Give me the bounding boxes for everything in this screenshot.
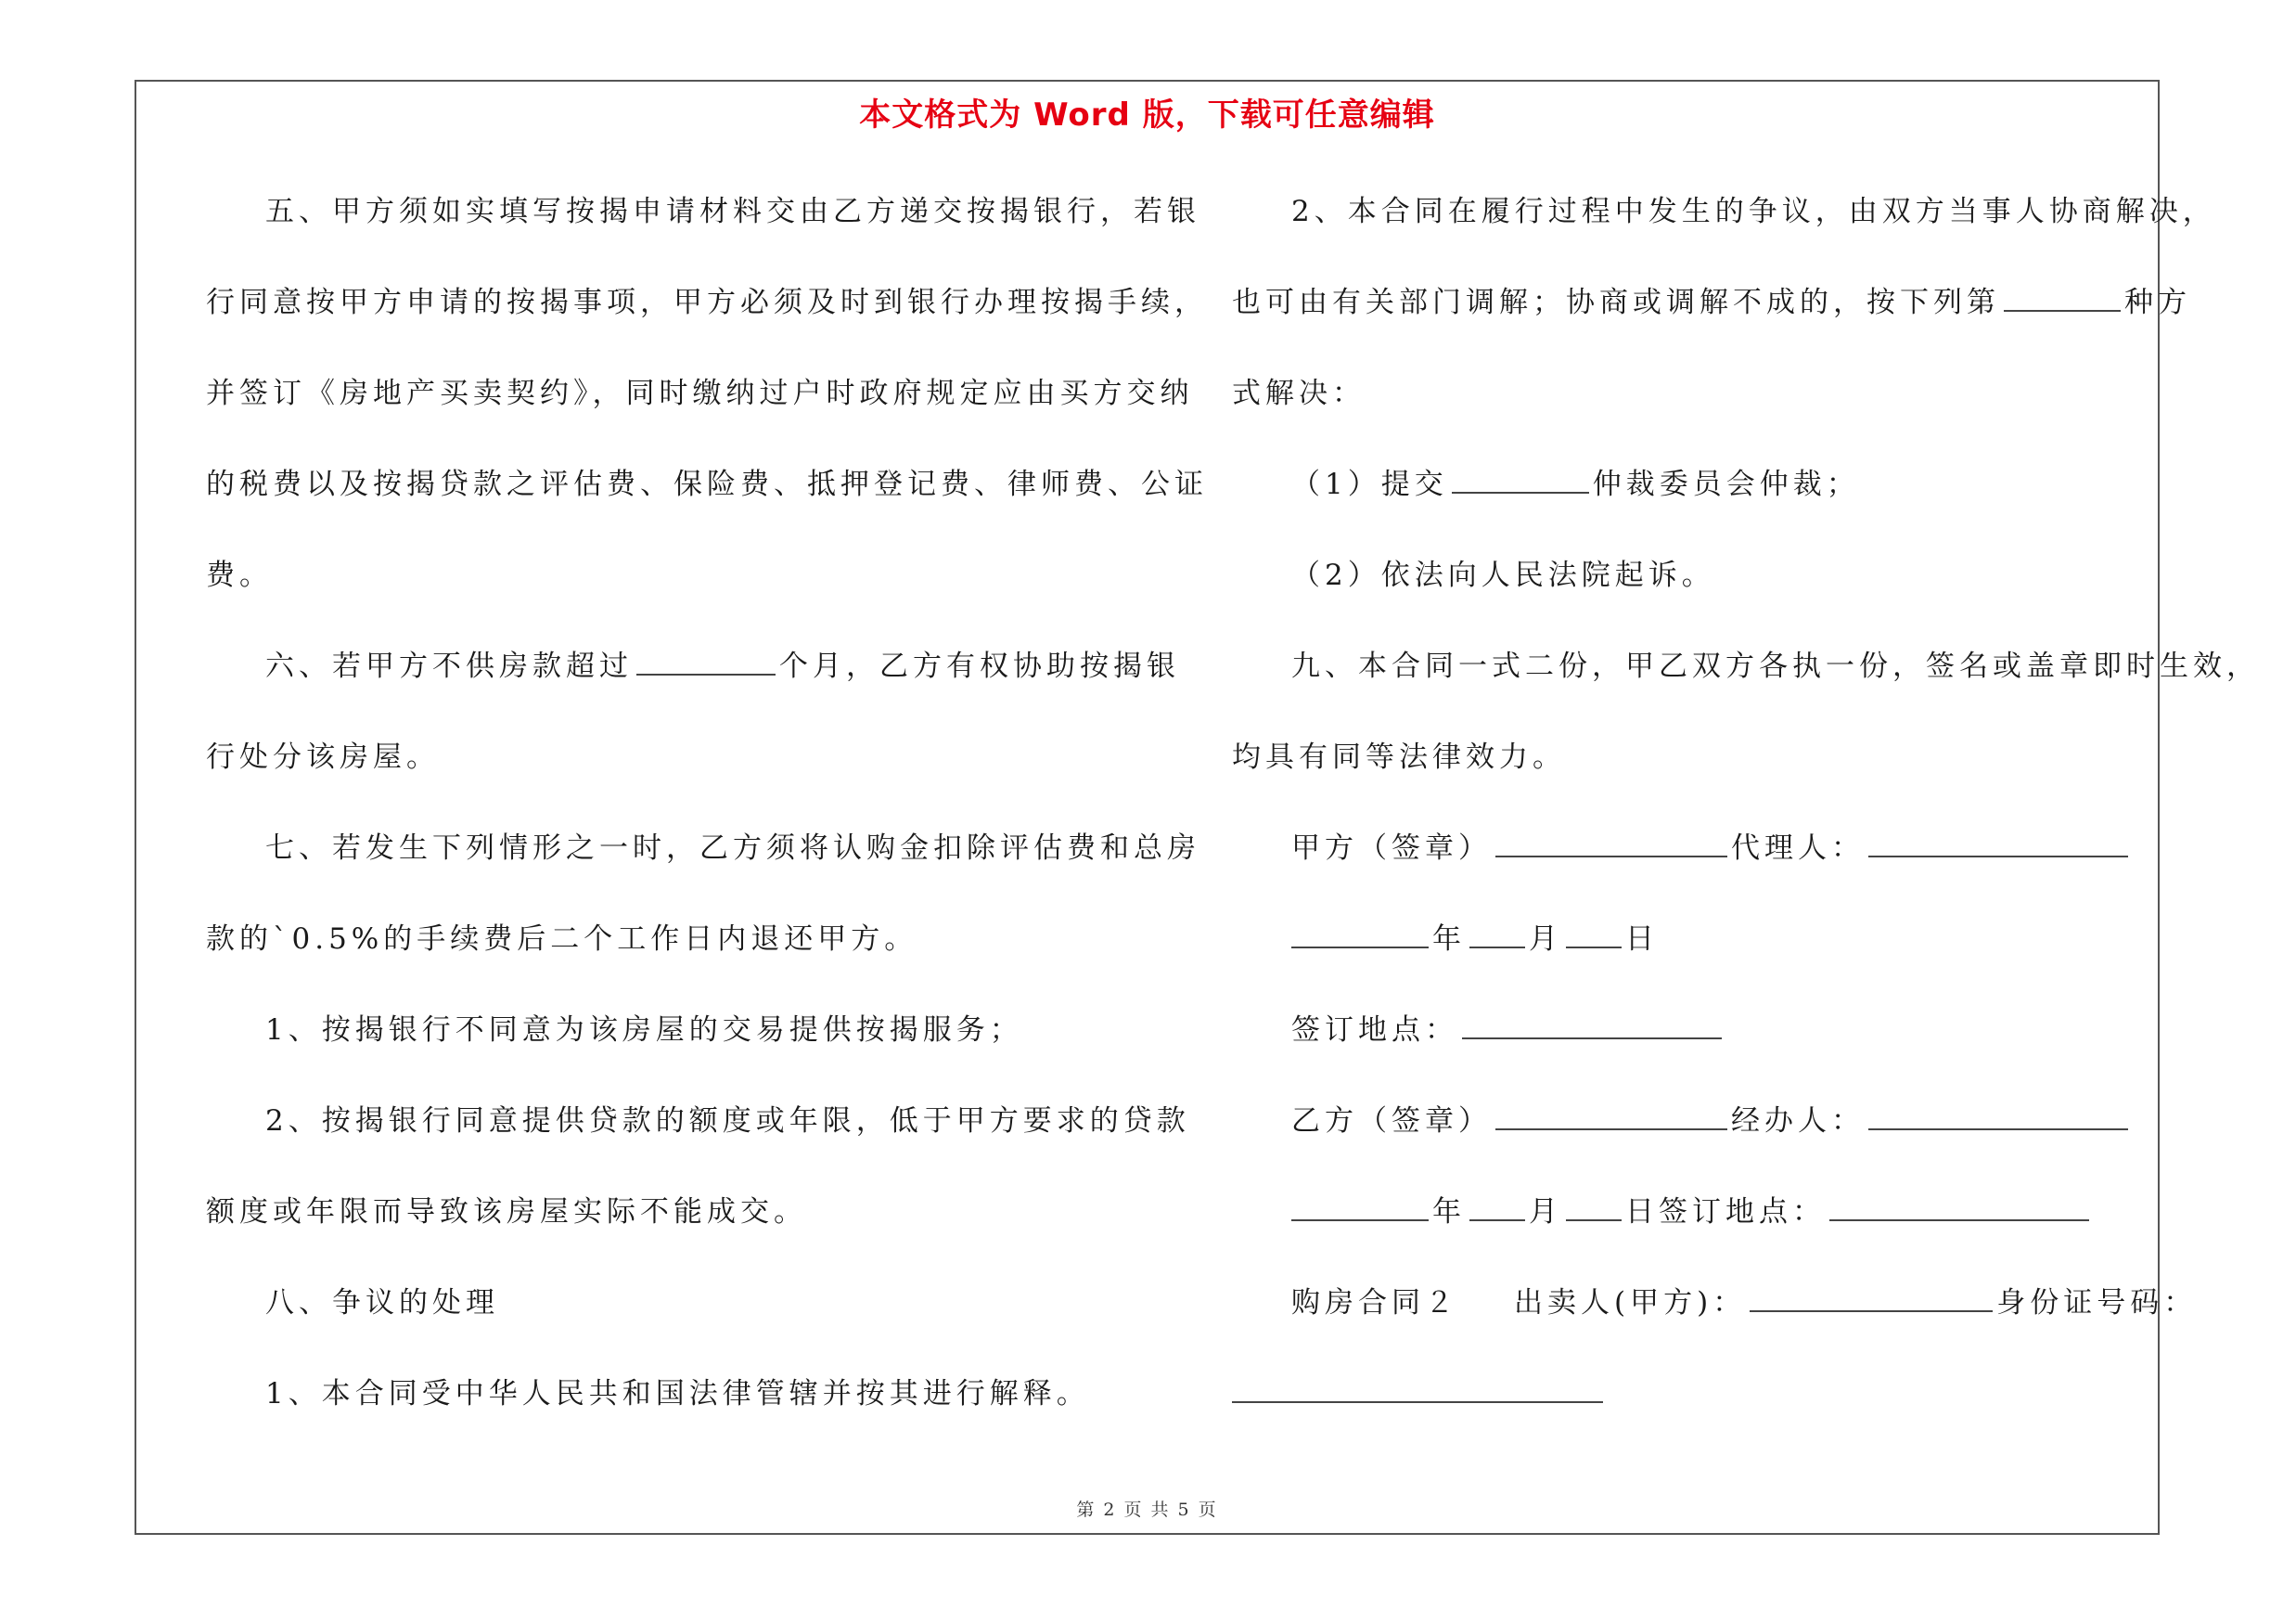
signing-place-blank	[1462, 1013, 1722, 1039]
clause-6-text-b: 个月，乙方有权协助按揭银	[779, 650, 1180, 683]
party-a-date-row	[1291, 921, 1659, 958]
id-number-row	[1232, 1375, 1607, 1412]
contract-2-row	[1291, 1284, 2197, 1321]
dispute-2-line-2	[1232, 284, 2191, 321]
option-1-text-b: 仲裁委员会仲裁；	[1592, 468, 1860, 501]
months-blank	[636, 650, 776, 676]
clause-9-line-2: 均具有同等法律效力。	[1232, 741, 1566, 774]
party-a-signature-row	[1291, 830, 2132, 867]
agent-label: 代理人：	[1731, 831, 1865, 865]
method-number-blank	[2004, 286, 2121, 312]
clause-5-line-3: 并签订《房地产买卖契约》，同时缴纳过户时政府规定应由买方交纳	[206, 377, 1194, 410]
dispute-2-text-a: 也可由有关部门调解；协商或调解不成的，按下列第	[1232, 286, 2000, 319]
clause-7-item-2-line-2: 额度或年限而导致该房屋实际不能成交。	[206, 1195, 807, 1229]
clause-6-line-1	[265, 648, 1180, 685]
dispute-2-line-3: 式解决：	[1232, 377, 1366, 410]
clause-7-item-2-line-1: 2、按揭银行同意提供贷款的额度或年限，低于甲方要求的贷款	[265, 1104, 1190, 1138]
day-place-label: 日签订地点：	[1625, 1195, 1826, 1229]
day-label: 日	[1625, 922, 1659, 956]
seller-label: 出卖人(甲方)：	[1514, 1286, 1747, 1320]
signing-place-blank-2	[1829, 1195, 2089, 1221]
year-blank	[1291, 922, 1429, 948]
month-label: 月	[1529, 922, 1562, 956]
clause-8-item-1: 1、本合同受中华人民共和国法律管辖并按其进行解释。	[265, 1377, 1090, 1410]
signing-place-label: 签订地点：	[1291, 1013, 1458, 1047]
day-blank-2	[1566, 1195, 1622, 1221]
clause-9-line-1: 九、本合同一式二份，甲乙双方各执一份，签名或盖章即时生效，	[1291, 650, 2260, 683]
month-blank	[1469, 922, 1525, 948]
clause-5-line-4: 的税费以及按揭贷款之评估费、保险费、抵押登记费、律师费、公证	[206, 468, 1208, 501]
seller-blank	[1750, 1286, 1993, 1312]
option-2: （2）依法向人民法院起诉。	[1291, 559, 1715, 592]
month-label-2: 月	[1529, 1195, 1562, 1229]
clause-6-line-2: 行处分该房屋。	[206, 741, 440, 774]
clause-5-line-2: 行同意按甲方申请的按揭事项，甲方必须及时到银行办理按揭手续，	[206, 286, 1208, 319]
party-a-signature-blank	[1495, 831, 1727, 857]
contract-2-title: 购房合同２	[1291, 1286, 1458, 1320]
format-banner: 本文格式为 Word 版，下载可任意编辑	[859, 97, 1435, 134]
clause-7-item-1: 1、按揭银行不同意为该房屋的交易提供按揭服务；	[265, 1013, 1023, 1047]
year-blank-2	[1291, 1195, 1429, 1221]
month-blank-2	[1469, 1195, 1525, 1221]
handler-label: 经办人：	[1731, 1104, 1865, 1138]
year-label-2: 年	[1432, 1195, 1466, 1229]
signing-place-row	[1291, 1011, 1725, 1049]
arbitration-committee-blank	[1452, 468, 1589, 494]
clause-5-line-5: 费。	[206, 559, 273, 592]
party-a-label: 甲方（签章）	[1291, 831, 1492, 865]
handler-blank	[1868, 1104, 2128, 1130]
clause-8-heading: 八、争议的处理	[265, 1286, 499, 1320]
year-label: 年	[1432, 922, 1466, 956]
day-blank	[1566, 922, 1622, 948]
clause-5-line-1: 五、甲方须如实填写按揭申请材料交由乙方递交按揭银行，若银	[265, 195, 1200, 228]
clause-7-line-1: 七、若发生下列情形之一时，乙方须将认购金扣除评估费和总房	[265, 831, 1200, 865]
party-b-label: 乙方（签章）	[1291, 1104, 1492, 1138]
clause-7-line-2: 款的`0.5%的手续费后二个工作日内退还甲方。	[206, 922, 918, 956]
party-b-signature-blank	[1495, 1104, 1727, 1130]
page-number-footer: 第 2 页 共 5 页	[1076, 1500, 1218, 1520]
clause-6-text-a: 六、若甲方不供房款超过	[265, 650, 633, 683]
dispute-2-text-b: 种方	[2124, 286, 2191, 319]
option-1-text-a: （1）提交	[1291, 468, 1448, 501]
agent-blank	[1868, 831, 2128, 857]
party-b-date-row	[1291, 1193, 2093, 1230]
option-1	[1291, 466, 1860, 503]
id-number-blank	[1232, 1377, 1603, 1403]
party-b-signature-row	[1291, 1102, 2132, 1140]
dispute-2-line-1: 2、本合同在履行过程中发生的争议，由双方当事人协商解决，	[1291, 195, 2216, 228]
id-number-label: 身份证号码：	[1996, 1286, 2198, 1320]
